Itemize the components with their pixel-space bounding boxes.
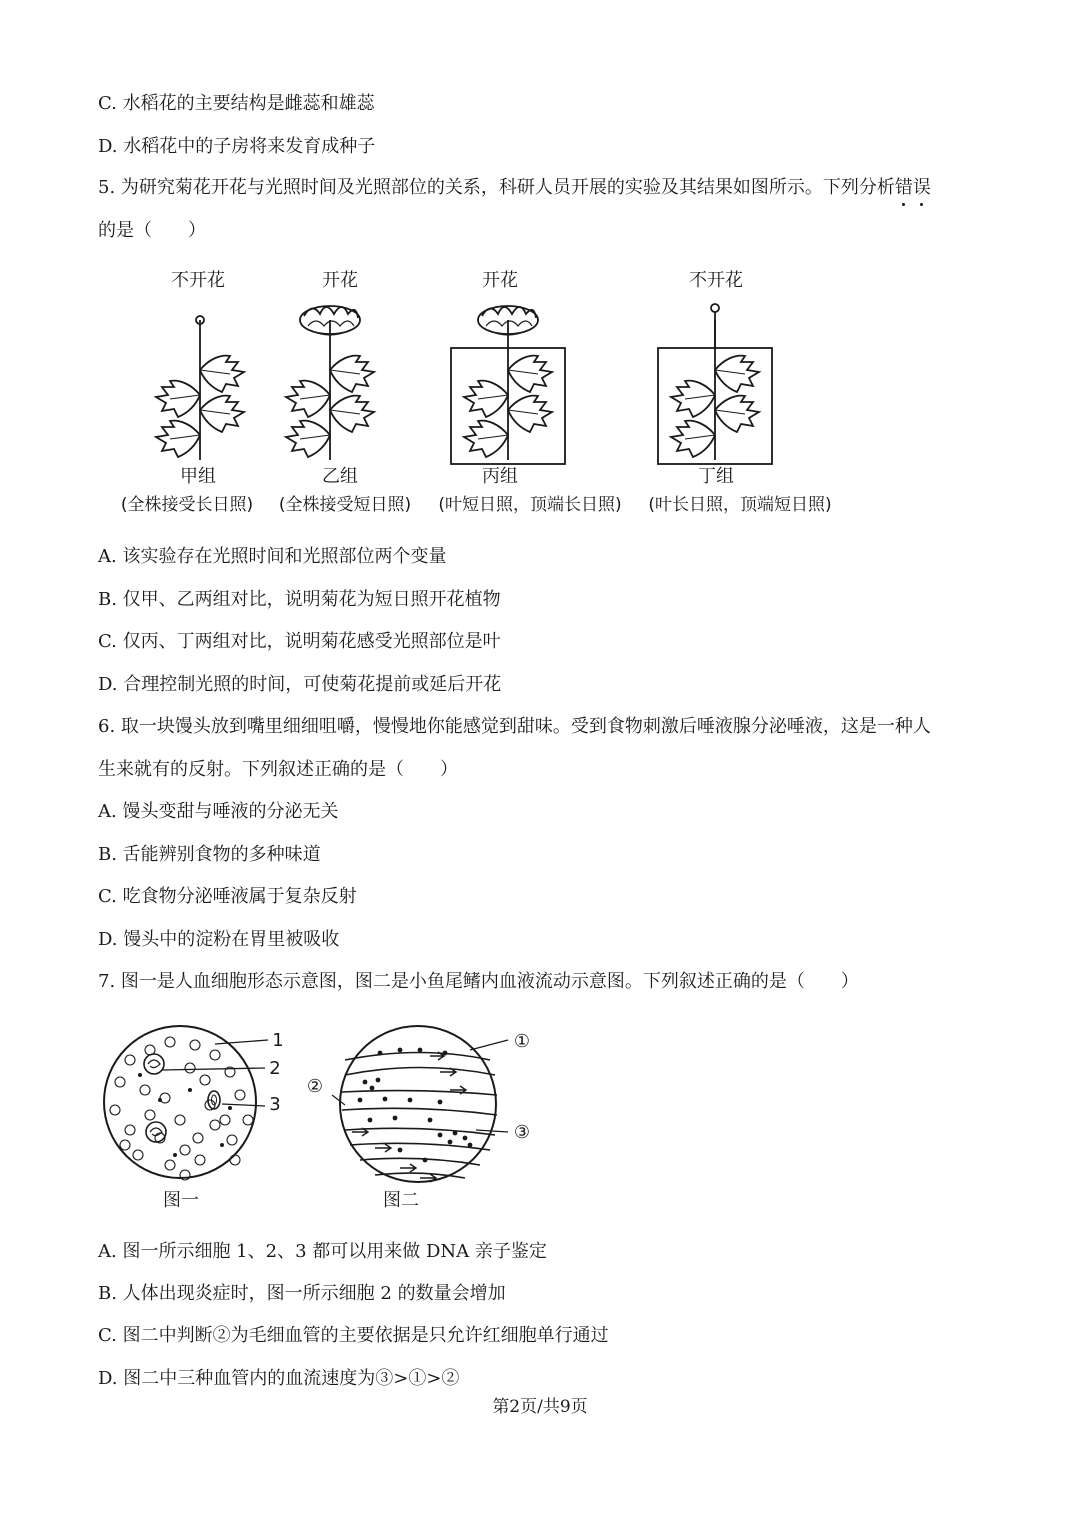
q5-option-b: B. 仅甲、乙两组对比，说明菊花为短日照开花植物 xyxy=(98,589,501,610)
q5-group4-condition: (叶长日照，顶端短日照) xyxy=(648,495,832,515)
q5-stem-emphasis-2: 误 xyxy=(912,177,931,198)
q6-option-c: C. 吃食物分泌唾液属于复杂反射 xyxy=(98,886,357,907)
q7-option-b: B. 人体出现炎症时，图一所示细胞 2 的数量会增加 xyxy=(98,1283,506,1304)
figure1-blood-cells xyxy=(104,1026,268,1180)
q6-option-b: B. 舌能辨别食物的多种味道 xyxy=(98,844,321,865)
page-footer: 第2页/共9页 xyxy=(492,1397,588,1417)
q6-stem-line2: 生来就有的反射。下列叙述正确的是（ ） xyxy=(98,759,458,780)
q5-group4-name: 丁组 xyxy=(698,466,734,487)
q5-stem-emphasis-1: 错 xyxy=(894,177,913,198)
q7-option-a: A. 图一所示细胞 1、2、3 都可以用来做 DNA 亲子鉴定 xyxy=(98,1241,547,1262)
q7-stem: 7. 图一是人血细胞形态示意图，图二是小鱼尾鳍内血液流动示意图。下列叙述正确的是（ ） xyxy=(98,971,859,992)
q5-option-c: C. 仅丙、丁两组对比，说明菊花感受光照部位是叶 xyxy=(98,631,501,652)
q4-option-c: C. 水稻花的主要结构是雌蕊和雄蕊 xyxy=(98,93,375,114)
q5-group4-result: 不开花 xyxy=(689,270,743,291)
q5-group3-name: 丙组 xyxy=(482,466,518,487)
fig2-label-1: ① xyxy=(513,1031,531,1052)
q5-group2-result: 开花 xyxy=(322,270,358,291)
q5-group1-condition: (全株接受长日照) xyxy=(120,495,254,515)
q6-option-d: D. 馒头中的淀粉在胃里被吸收 xyxy=(98,929,340,950)
q5-group3-condition: (叶短日照，顶端长日照) xyxy=(438,495,622,515)
q7-option-c: C. 图二中判断②为毛细血管的主要依据是只允许红细胞单行通过 xyxy=(98,1325,609,1346)
q5-group3-result: 开花 xyxy=(482,270,518,291)
figure2-blood-flow xyxy=(332,1026,508,1182)
q5-option-a: A. 该实验存在光照时间和光照部位两个变量 xyxy=(98,546,447,567)
fig2-label-3: ③ xyxy=(513,1122,531,1143)
q5-stem-text: 5. 为研究菊花开花与光照时间及光照部位的关系，科研人员开展的实验及其结果如图所示。下列分析 xyxy=(98,177,895,198)
q6-stem-line1: 6. 取一块馒头放到嘴里细细咀嚼，慢慢地你能感觉到甜味。受到食物刺激后唾液腺分泌唾液，这是一种人 xyxy=(98,716,931,737)
q4-option-d: D. 水稻花中的子房将来发育成种子 xyxy=(98,136,376,157)
fig2-label-2: ② xyxy=(306,1076,324,1097)
q6-option-a: A. 馒头变甜与唾液的分泌无关 xyxy=(98,801,339,822)
q5-option-d: D. 合理控制光照的时间，可使菊花提前或延后开花 xyxy=(98,674,502,695)
q5-stem-line1 xyxy=(98,176,931,200)
q7-option-d: D. 图二中三种血管内的血流速度为③>①>② xyxy=(98,1368,460,1389)
q5-group2-name: 乙组 xyxy=(322,466,358,487)
fig1-label-2: 2 xyxy=(269,1058,281,1079)
q5-stem-line2: 的是（ ） xyxy=(98,220,206,241)
fig2-caption: 图二 xyxy=(383,1190,419,1211)
fig1-caption: 图一 xyxy=(163,1190,199,1211)
q5-group1-name: 甲组 xyxy=(180,466,216,487)
q5-group1-result: 不开花 xyxy=(171,270,225,291)
fig1-label-3: 3 xyxy=(269,1094,281,1115)
fig1-label-1: 1 xyxy=(272,1030,284,1051)
q5-group2-condition: (全株接受短日照) xyxy=(278,495,412,515)
